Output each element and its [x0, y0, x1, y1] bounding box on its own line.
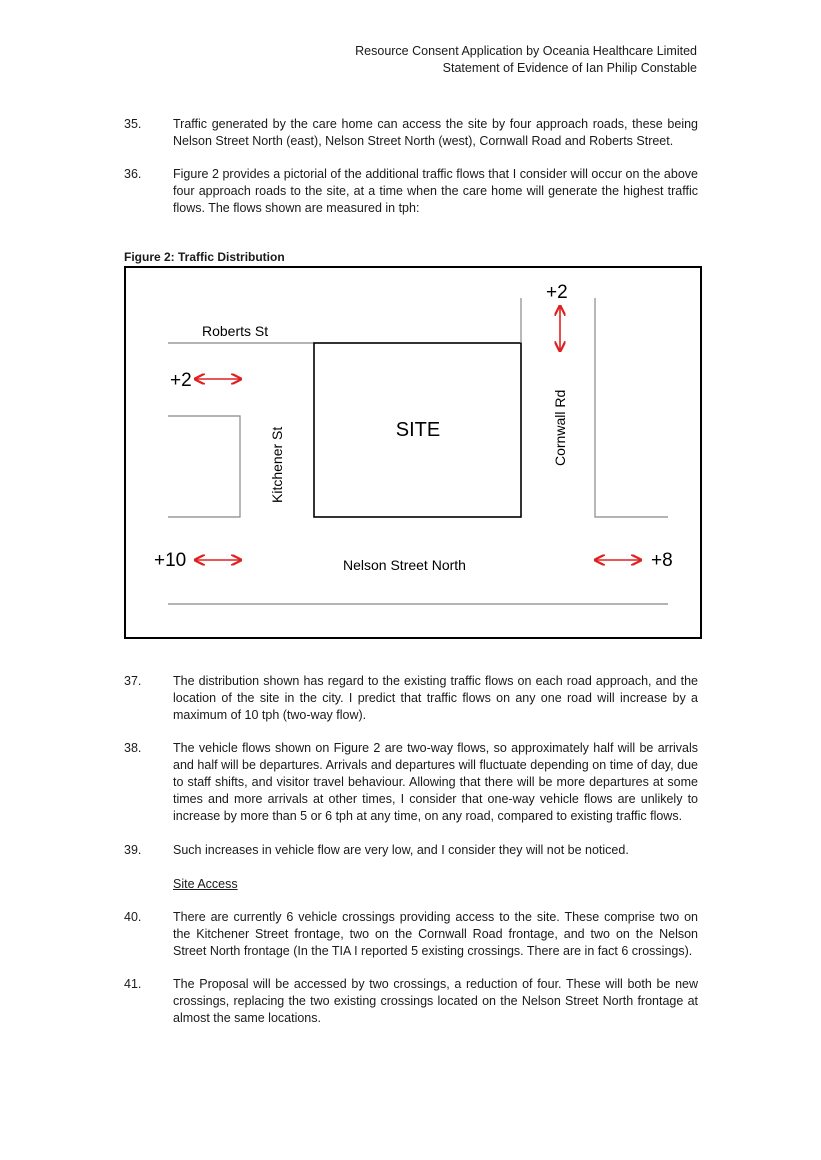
paragraph-36 [124, 166, 698, 217]
roberts-st-label: Roberts St [202, 323, 269, 339]
paragraph-38 [124, 740, 698, 825]
site-access-heading: Site Access [173, 877, 238, 891]
paragraph-40 [124, 909, 698, 960]
paragraph-number: 39. [124, 843, 142, 857]
paragraph-text: Traffic generated by the care home can access the site by four approach roads, these being Nelson Street North (east), Nelson Street North (west), Cornwall Road and Roberts Street. [173, 117, 698, 148]
nelson-east-flow-label: +8 [651, 550, 673, 571]
paragraph-39 [124, 842, 698, 859]
page-header [355, 43, 697, 77]
header-line-1: Resource Consent Application by Oceania Healthcare Limited [355, 44, 697, 58]
paragraph-text: The vehicle flows shown on Figure 2 are two-way flows, so approximately half will be arrivals and half will be departures. Arrivals and departures will fluctuate depending on time of day, due to staff shifts, and visitor travel behaviour. Allowing that there will be more departures at some times and more arrivals at other times, I consider that one-way vehicle flows are unlikely to increase by more than 5 or 6 tph at any time, on any road, compared to existing traffic flows. [173, 741, 698, 823]
paragraph-text: There are currently 6 vehicle crossings providing access to the site. These comprise two on the Kitchener Street frontage, two on the Cornwall Road frontage, and two on the Nelson Street North frontage (In the TIA I reported 5 existing crossings. There are in fact 6 crossings). [173, 910, 698, 958]
roberts-flow-label: +2 [170, 370, 192, 391]
header-line-2: Statement of Evidence of Ian Philip Constable [442, 61, 697, 75]
figure-caption: Figure 2: Traffic Distribution [124, 250, 285, 264]
paragraph-text: Figure 2 provides a pictorial of the additional traffic flows that I consider will occur on the above four approach roads to the site, at a time when the care home will generate the highest traffic flows. The flows shown are measured in tph: [173, 167, 698, 215]
paragraph-number: 38. [124, 741, 142, 755]
kitchener-st-label: Kitchener St [269, 426, 285, 503]
paragraph-text: The Proposal will be accessed by two crossings, a reduction of four. These will both be new crossings, replacing the two existing crossings located on the Nelson Street North frontage at almost the same locations. [173, 977, 698, 1025]
paragraph-number: 35. [124, 117, 142, 131]
paragraph-number: 41. [124, 977, 142, 991]
paragraph-number: 40. [124, 910, 142, 924]
paragraph-37 [124, 673, 698, 724]
paragraph-text: The distribution shown has regard to the existing traffic flows on each road approach, and the location of the site in the city. I predict that traffic flows on any one road will increase by a maximum of 10 tph (two-way flow). [173, 674, 698, 722]
nelson-west-flow-label: +10 [154, 550, 187, 571]
paragraph-35 [124, 116, 698, 150]
paragraph-number: 36. [124, 167, 142, 181]
nelson-street-north-label: Nelson Street North [343, 557, 466, 573]
paragraph-text: Such increases in vehicle flow are very low, and I consider they will not be noticed. [173, 843, 629, 857]
paragraph-41 [124, 976, 698, 1027]
traffic-distribution-diagram [124, 266, 702, 639]
cornwall-rd-label: Cornwall Rd [552, 389, 568, 466]
site-label: SITE [395, 419, 441, 441]
paragraph-number: 37. [124, 674, 142, 688]
cornwall-flow-label: +2 [546, 282, 568, 303]
